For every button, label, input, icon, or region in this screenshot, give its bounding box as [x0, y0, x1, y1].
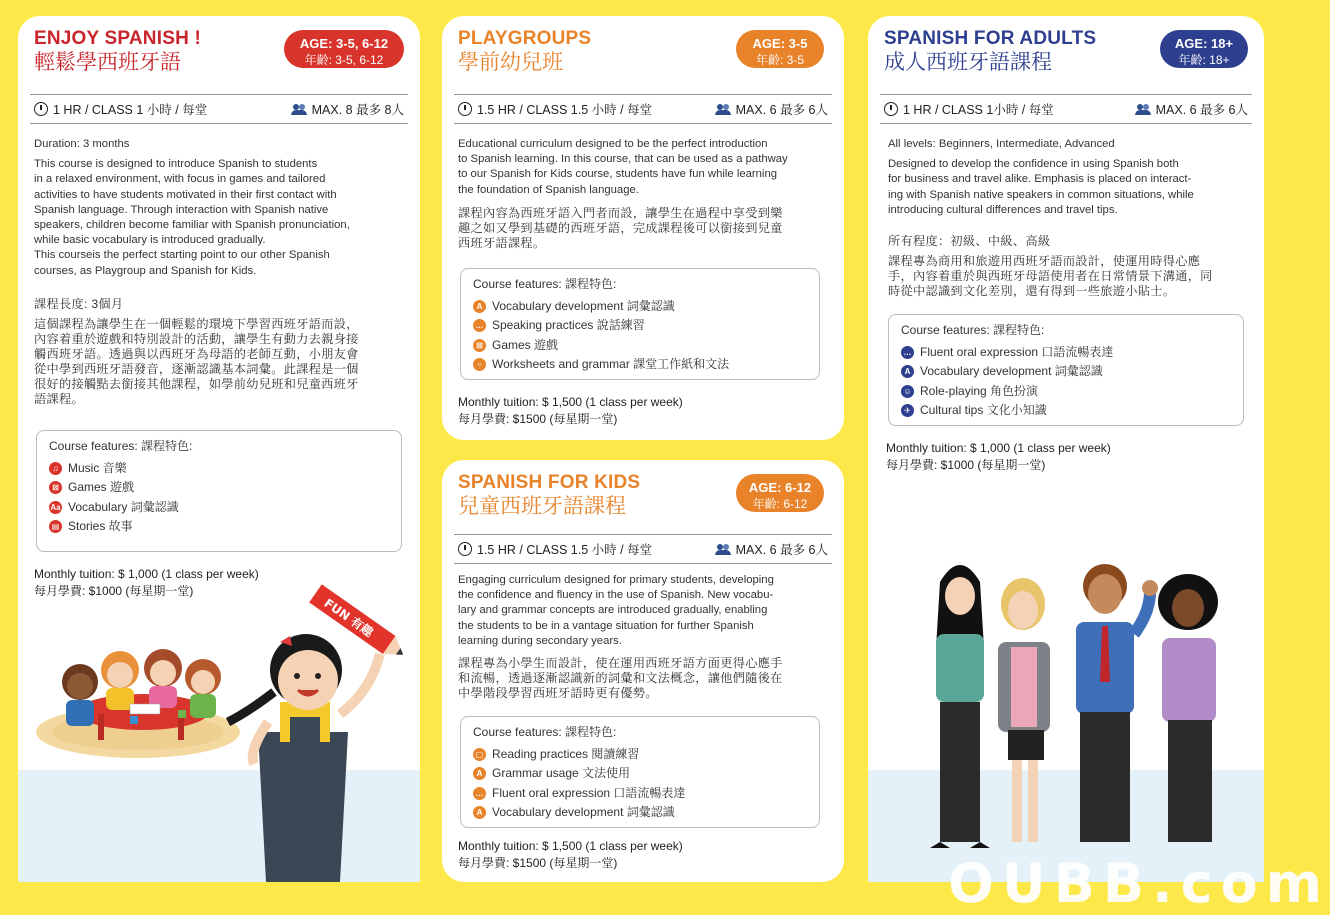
description-zh — [888, 234, 1258, 299]
adults-illustration — [868, 552, 1264, 852]
worksheet-icon: ○ — [473, 358, 486, 371]
duration-text: 1 HR / CLASS 1小時 / 每堂 — [903, 103, 1054, 117]
desc-line: speakers, children become familiar with Spanish pronunciation, — [34, 219, 350, 232]
vocabulary-icon: A — [473, 300, 486, 313]
desc-zh-line: 內容着重於遊戲和特別設計的活動，讓學生有動力去親身接 — [34, 332, 359, 346]
age-badge-zh: 年齡: 18+ — [1178, 53, 1230, 67]
age-badge — [1160, 30, 1248, 68]
features-heading: Course features: 課程特色: — [473, 725, 617, 739]
desc-zh-line: 課程專為商用和旅遊用西班牙語而設計，使運用時得心應 — [888, 254, 1201, 268]
role-play-icon: ☺ — [901, 385, 914, 398]
card-enjoy-spanish — [18, 16, 420, 882]
course-features-box — [460, 716, 820, 828]
card-spanish-for-adults — [868, 16, 1330, 915]
age-badge-en: AGE: 3-5 — [752, 36, 808, 51]
max-students-text: MAX. 6 最多 6人 — [1155, 103, 1248, 117]
travel-icon: ✈ — [901, 404, 914, 417]
tuition-en: Monthly tuition: $ 1,000 (1 class per week) — [34, 567, 259, 581]
age-badge — [736, 30, 824, 68]
desc-line: All levels: Beginners, Intermediate, Advanced — [888, 138, 1115, 150]
clock-icon — [458, 542, 472, 556]
card-title-zh: 輕鬆學西班牙語 — [34, 51, 181, 74]
age-badge — [284, 30, 404, 68]
desc-line: Educational curriculum designed to be the perfect introduction — [458, 138, 768, 150]
grammar-icon: A — [473, 767, 486, 780]
class-info-bar — [454, 534, 832, 564]
class-info-bar — [880, 94, 1252, 124]
card-title-en: ENJOY SPANISH ! — [34, 28, 202, 49]
clock-icon — [458, 102, 472, 116]
duration-text: 1.5 HR / CLASS 1.5 小時 / 每堂 — [477, 103, 653, 117]
card-title-zh: 成人西班牙語課程 — [884, 51, 1052, 74]
desc-line: Engaging curriculum designed for primary students, developing — [458, 574, 774, 586]
vocabulary-icon: A — [901, 365, 914, 378]
desc-zh-line: 語課程。 — [34, 392, 84, 406]
stories-icon: ▤ — [49, 520, 62, 533]
feature-item: Aa Vocabulary 詞彙認識 — [50, 499, 179, 514]
feature-item: A Vocabulary development 詞彙認識 — [473, 803, 807, 823]
clock-icon — [884, 102, 898, 116]
desc-line: to Spanish learning. In this course, that can be used as a pathway — [458, 153, 788, 166]
book-icon: ▢ — [473, 748, 486, 761]
desc-zh-line: 中學階段學習西班牙語時更有優勢。 — [458, 686, 658, 700]
desc-zh-line: 和流暢，透過逐漸認識新的詞彙和文法概念，讓他們隨後在 — [458, 671, 783, 685]
age-badge-en: AGE: 18+ — [1174, 36, 1234, 51]
desc-line: the foundation of Spanish language. — [458, 183, 639, 196]
feature-item: ✈ Cultural tips 文化小知識 — [901, 401, 1231, 421]
desc-line: to our Spanish for Kids course, students have fun while learning — [458, 168, 778, 181]
desc-line: courses, as Playgroup and Spanish for Kids. — [34, 264, 257, 277]
desc-line: the students to be in a vantage situation for further Spanish — [458, 619, 754, 632]
speech-bubble-icon: … — [901, 346, 914, 359]
description-en — [34, 137, 414, 279]
desc-line: the confidence and fluency in the use of Spanish. New vocabu- — [458, 589, 774, 602]
tuition-zh: 每月學費: $1500 (每星期一堂) — [458, 855, 618, 870]
feature-item: ☺ Role-playing 角色扮演 — [901, 382, 1231, 402]
age-badge-zh: 年齡: 6-12 — [752, 497, 808, 511]
desc-line: Spanish language. Through interaction with Spanish native — [34, 203, 329, 216]
card-spanish-for-kids — [442, 460, 844, 882]
feature-item: A Vocabulary development 詞彙認識 — [473, 297, 807, 317]
class-info-bar — [454, 94, 832, 124]
desc-line: This courseis the perfect starting point to our other Spanish — [34, 249, 330, 262]
people-icon — [715, 544, 731, 555]
desc-zh-line: 時從中認識到文化差別，還有得到一些旅遊小貼士。 — [888, 284, 1176, 298]
age-badge — [736, 474, 824, 512]
people-icon — [715, 104, 731, 115]
desc-zh-line: 很好的接觸點去銜接其他課程，如學前幼兒班和兒童西班牙 — [34, 377, 359, 391]
desc-zh-line: 課程長度: 3個月 — [34, 297, 124, 311]
description-en — [458, 573, 838, 649]
feature-item: ⊠ Games 遊戲 — [49, 478, 389, 498]
clock-icon — [34, 102, 48, 116]
vocabulary-icon: Aa — [50, 502, 61, 512]
tuition-zh: 每月學費: $1000 (每星期一堂) — [34, 583, 194, 598]
games-icon: ⊠ — [49, 481, 62, 494]
max-students-text: MAX. 6 最多 6人 — [735, 543, 828, 557]
age-badge-en: AGE: 3-5, 6-12 — [299, 36, 389, 51]
feature-item: ▤ Stories 故事 — [49, 517, 389, 537]
desc-line: learning during secondary years. — [458, 634, 622, 647]
desc-zh-line: 這個課程為讓學生在一個輕鬆的環境下學習西班牙語而設， — [34, 317, 359, 331]
card-title-zh: 兒童西班牙語課程 — [458, 495, 626, 518]
max-students-text: MAX. 6 最多 6人 — [735, 103, 828, 117]
desc-zh-line: 所有程度：初級、中級、高級 — [888, 234, 1051, 248]
desc-zh-line: 西班牙語課程。 — [458, 236, 546, 250]
tuition-zh: 每月學費: $1000 (每星期一堂) — [886, 457, 1046, 472]
feature-item: … Fluent oral expression 口語流暢表達 — [901, 343, 1231, 363]
games-icon: ⊠ — [473, 339, 486, 352]
tuition-en: Monthly tuition: $ 1,500 (1 class per week) — [458, 839, 683, 853]
desc-zh-line: 從中學到西班牙語發音，逐漸認識基本詞彙。此課程是一個 — [34, 362, 359, 376]
desc-zh-line: 觸西班牙語。透過與以西班牙為母語的老師互動，小朋友會 — [34, 347, 359, 361]
description-en — [888, 137, 1258, 218]
card-playgroups — [442, 16, 844, 440]
desc-line: Designed to develop the confidence in using Spanish both — [888, 158, 1179, 171]
desc-zh-line: 課程專為小學生而設計，使在運用西班牙語方面更得心應手 — [458, 656, 783, 670]
course-features-box — [888, 314, 1244, 426]
desc-zh-line: 課程內容為西班牙語入門者而設，讓學生在過程中享受到樂 — [458, 206, 783, 220]
music-note-icon: ♫ — [49, 462, 62, 475]
desc-line: while basic vocabulary is introduced gradually. — [34, 234, 266, 247]
desc-line: ing with Spanish native speakers in common situations, while — [888, 188, 1194, 201]
age-badge-zh: 年齡: 3-5 — [755, 53, 804, 67]
feature-item: … Fluent oral expression 口語流暢表達 — [473, 784, 807, 804]
watermark-text: OUBB.com — [948, 852, 1330, 915]
class-info-bar — [30, 94, 408, 124]
desc-line: for business and travel alike. Emphasis is placed on interact- — [888, 173, 1192, 186]
vocabulary-icon: A — [473, 806, 486, 819]
course-features-box — [460, 268, 820, 380]
tuition-info — [458, 394, 683, 427]
feature-item: A Grammar usage 文法使用 — [473, 764, 807, 784]
desc-line: activities to have students motivated in their first contact with — [34, 188, 337, 201]
desc-line: in a relaxed environment, with focus in games and tailored — [34, 173, 326, 186]
pencil-label: FUN 有趣 — [321, 595, 376, 640]
features-heading: Course features: 課程特色: — [901, 323, 1045, 337]
kids-illustration — [18, 582, 420, 882]
feature-item: ○ Worksheets and grammar 課堂工作紙和文法 — [473, 355, 807, 375]
card-title-en: PLAYGROUPS — [458, 28, 592, 49]
max-students-text: MAX. 8 最多 8人 — [311, 103, 404, 117]
tuition-en: Monthly tuition: $ 1,000 (1 class per week) — [886, 441, 1111, 455]
description-zh — [458, 206, 838, 251]
tuition-info — [886, 440, 1111, 473]
age-badge-zh: 年齡: 3-5, 6-12 — [304, 53, 384, 67]
speech-bubble-icon: … — [473, 319, 486, 332]
duration-text: 1 HR / CLASS 1 小時 / 每堂 — [53, 103, 208, 117]
tuition-en: Monthly tuition: $ 1,500 (1 class per week) — [458, 395, 683, 409]
desc-zh-line: 手，內容着重於與西班牙母語使用者在日常情景下溝通，同 — [888, 269, 1213, 283]
description-zh — [34, 297, 414, 407]
desc-line: This course is designed to introduce Spanish to students — [34, 158, 318, 171]
card-title-en: SPANISH FOR KIDS — [458, 472, 641, 493]
card-title-zh: 學前幼兒班 — [458, 51, 563, 74]
description-zh — [458, 656, 838, 701]
desc-line: lary and grammar concepts are introduced gradually, enabling — [458, 604, 768, 617]
course-features-box — [36, 430, 402, 552]
desc-zh-line: 趣之如又學到基礎的西班牙語，完成課程後可以銜接到兒童 — [458, 221, 783, 235]
tuition-info — [458, 838, 683, 871]
feature-item: A Vocabulary development 詞彙認識 — [901, 362, 1231, 382]
feature-item: ♫ Music 音樂 — [49, 459, 389, 479]
desc-line: introducing cultural differences and travel tips. — [888, 203, 1118, 216]
features-heading: Course features: 課程特色: — [473, 277, 617, 291]
people-icon — [1135, 104, 1151, 115]
description-en — [458, 137, 838, 198]
people-icon — [291, 104, 307, 115]
feature-item: … Speaking practices 說話練習 — [473, 316, 807, 336]
tuition-zh: 每月學費: $1500 (每星期一堂) — [458, 411, 618, 426]
desc-line: Duration: 3 months — [34, 138, 130, 150]
speech-bubble-icon: … — [473, 787, 486, 800]
duration-text: 1.5 HR / CLASS 1.5 小時 / 每堂 — [477, 543, 653, 557]
features-heading: Course features: 課程特色: — [49, 439, 193, 453]
age-badge-en: AGE: 6-12 — [748, 480, 812, 495]
card-title-en: SPANISH FOR ADULTS — [884, 28, 1097, 49]
feature-item: ⊠ Games 遊戲 — [473, 336, 807, 356]
feature-item: ▢ Reading practices 閱讀練習 — [473, 745, 807, 765]
